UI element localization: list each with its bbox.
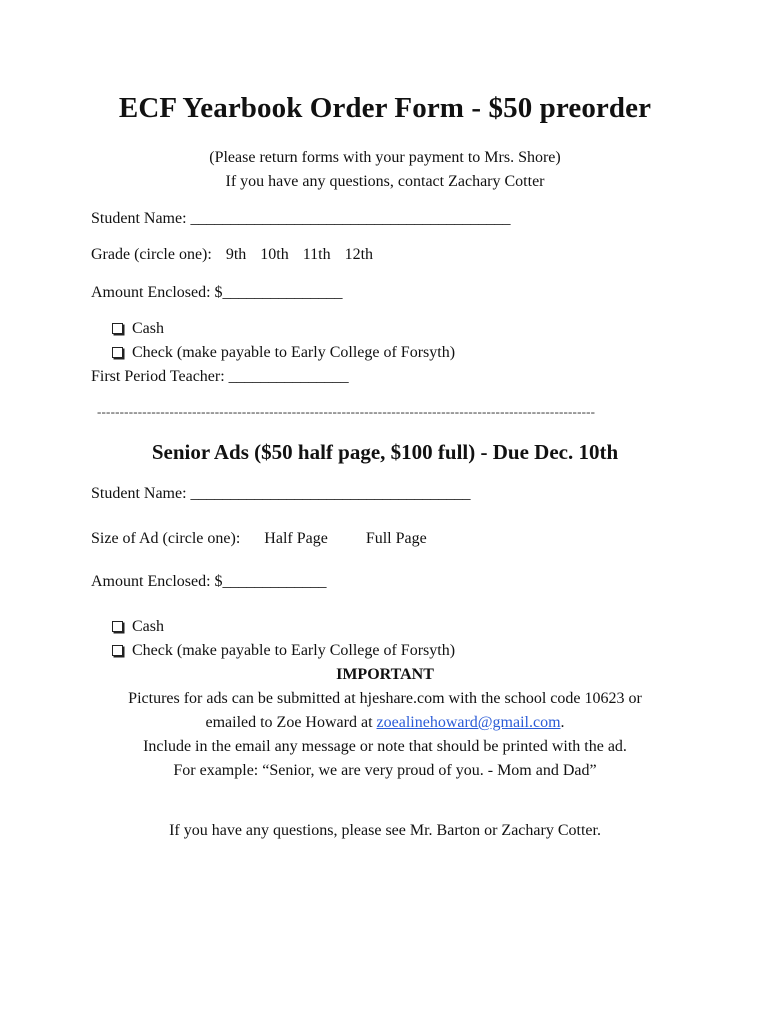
grade-option-12th[interactable]: 12th — [344, 246, 374, 263]
grade-option-9th[interactable]: 9th — [225, 246, 247, 263]
important-line-4: For example: “Senior, we are very proud of you. - Mom and Dad” — [173, 762, 597, 779]
page-title: ECF Yearbook Order Form - $50 preorder — [118, 92, 652, 124]
checkbox-icon[interactable] — [112, 347, 123, 358]
grade-option-10th[interactable]: 10th — [260, 246, 289, 263]
ad-size-row — [91, 530, 427, 548]
important-line-1: Pictures for ads can be submitted at hjeshare.com with the school code 10623 or — [128, 690, 642, 707]
grade-label: Grade (circle one): — [91, 246, 212, 263]
order-cash-option[interactable] — [112, 320, 164, 338]
first-period-teacher-field[interactable]: First Period Teacher: _______________ — [91, 368, 349, 385]
ad-size-label: Size of Ad (circle one): — [91, 530, 241, 547]
email-link[interactable]: zoealinehoward@gmail.com — [376, 714, 561, 731]
important-heading: IMPORTANT — [336, 666, 434, 683]
grade-option-11th[interactable]: 11th — [302, 246, 331, 263]
order-student-name-field[interactable]: Student Name: ________________________________________ — [91, 210, 511, 227]
senior-cash-option[interactable] — [112, 618, 164, 636]
ad-size-half-option[interactable]: Half Page — [264, 530, 328, 547]
important-line-3: Include in the email any message or note that should be printed with the ad. — [143, 738, 627, 755]
subtitle-questions: If you have any questions, contact Zachary Cotter — [225, 173, 545, 190]
order-check-option[interactable] — [112, 344, 455, 362]
important-line-2 — [0, 714, 770, 732]
order-grade-row — [91, 246, 373, 264]
ad-size-full-option[interactable]: Full Page — [365, 530, 427, 547]
checkbox-icon[interactable] — [112, 323, 123, 334]
senior-student-name-field[interactable]: Student Name: ___________________________________ — [91, 485, 471, 502]
questions-note: If you have any questions, please see Mr. Barton or Zachary Cotter. — [169, 822, 601, 839]
order-cash-label: Cash — [132, 320, 164, 337]
important-line-2-prefix: emailed to Zoe Howard at — [205, 714, 377, 731]
subtitle-return-forms: (Please return forms with your payment to Mrs. Shore) — [209, 149, 561, 166]
important-line-2-suffix: . — [560, 714, 565, 731]
senior-ads-heading: Senior Ads ($50 half page, $100 full) - Due Dec. 10th — [151, 440, 619, 464]
checkbox-icon[interactable] — [112, 645, 123, 656]
checkbox-icon[interactable] — [112, 621, 123, 632]
cut-line-divider: -------------------------------------------------------------------------------------------------------------- — [97, 404, 596, 419]
senior-check-option[interactable] — [112, 642, 455, 660]
order-amount-field[interactable]: Amount Enclosed: $_______________ — [91, 284, 343, 301]
senior-check-label: Check (make payable to Early College of Forsyth) — [132, 642, 456, 659]
senior-cash-label: Cash — [132, 618, 164, 635]
order-check-label: Check (make payable to Early College of Forsyth) — [132, 344, 456, 361]
senior-amount-field[interactable]: Amount Enclosed: $_____________ — [91, 573, 327, 590]
